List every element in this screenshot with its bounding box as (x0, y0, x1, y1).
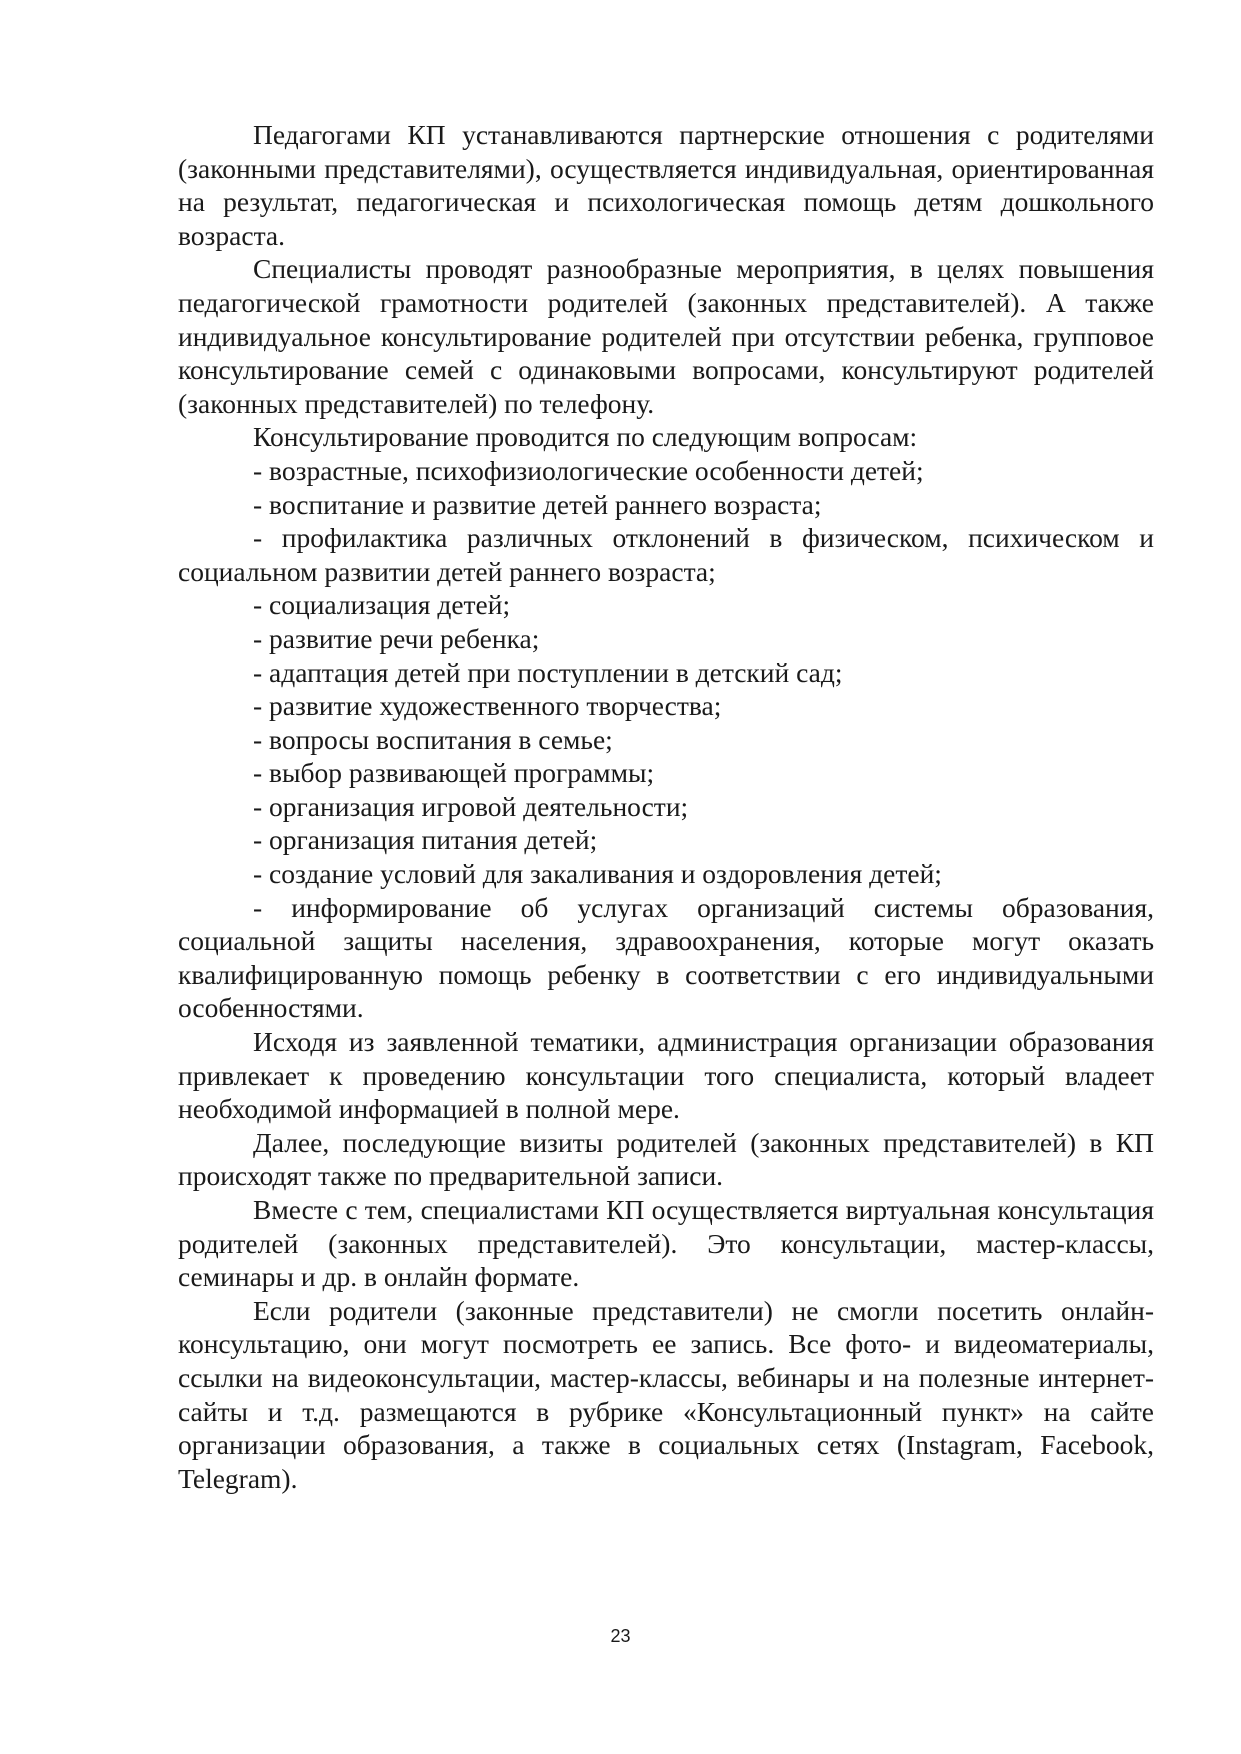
paragraph-online-recordings: Если родители (законные представители) не смогли посетить онлайн-консультацию, они могут посмотреть ее запись. Все фото- и видеоматериалы, ссылки на видеоконсультации, мастер-классы, вебинары и на полезные интернет-сайты и т.д. размещаются в рубрике «Консультационный пункт» на сайте организации образования, а также в социальных сетях (Instagram, Facebook, Telegram). (178, 1294, 1154, 1494)
page-number: 23 (610, 1626, 631, 1646)
paragraph-administration: Исходя из заявленной тематики, администрация организации образования привлекает к проведению консультации того специалиста, который владеет необходимой информацией в полной мере. (178, 1026, 1154, 1125)
list-item-speech: - развитие речи ребенка; (253, 622, 540, 654)
list-item-family: - вопросы воспитания в семье; (253, 723, 613, 755)
list-item-art: - развитие художественного творчества; (253, 690, 722, 722)
list-item-prevention: - профилактика различных отклонений в физическом, психическом и социальном развитии детей раннего возраста; (178, 522, 1154, 587)
paragraph-consulting-topics-intro: Консультирование проводится по следующим вопросам: (253, 421, 918, 453)
list-item-nutrition: - организация питания детей; (253, 824, 598, 856)
body-text (178, 118, 1154, 1495)
list-item-early-upbringing: - воспитание и развитие детей раннего возраста; (253, 488, 822, 520)
list-item-play: - организация игровой деятельности; (253, 790, 689, 822)
paragraph-partnership: Педагогами КП устанавливаются партнерские отношения с родителями (законными представителями), осуществляется индивидуальная, ориентированная на результат, педагогическая и психологическая помощь детям дошкольного возраста. (178, 119, 1154, 251)
list-item-hardening: - создание условий для закаливания и оздоровления детей; (253, 858, 942, 890)
list-item-program: - выбор развивающей программы; (253, 757, 655, 789)
paragraph-further-visits: Далее, последующие визиты родителей (законных представителей) в КП происходят также по предварительной записи. (178, 1126, 1154, 1192)
list-item-age-features: - возрастные, психофизиологические особенности детей; (253, 454, 924, 486)
list-item-socialization: - социализация детей; (253, 589, 511, 621)
list-item-adaptation: - адаптация детей при поступлении в детский сад; (253, 656, 843, 688)
list-item-informing: - информирование об услугах организаций системы образования, социальной защиты населения, здравоохранения, которые могут оказать квалифицированную помощь ребенку в соответствии с его индивидуальными особенностями. (178, 891, 1154, 1024)
paragraph-specialists-events: Специалисты проводят разнообразные мероприятия, в целях повышения педагогической грамотности родителей (законных представителей). А также индивидуальное консультирование родителей при отсутствии ребенка, групповое консультирование семей с одинаковыми вопросами, консультируют родителей (законных представителей) по телефону. (178, 253, 1154, 419)
paragraph-virtual-consulting: Вместе с тем, специалистами КП осуществляется виртуальная консультация родителей (законных представителей). Это консультации, мастер-классы, семинары и др. в онлайн формате. (178, 1194, 1154, 1293)
